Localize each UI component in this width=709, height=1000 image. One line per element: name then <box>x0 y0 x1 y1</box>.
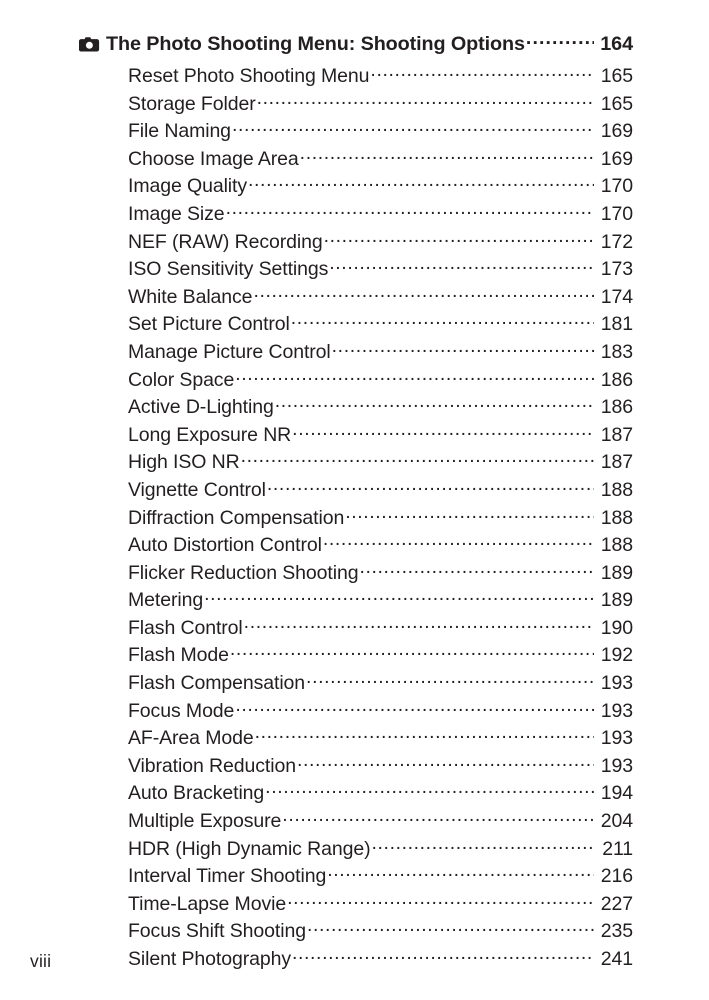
toc-entry-label: Multiple Exposure <box>128 810 282 833</box>
toc-entry-label: Time-Lapse Movie <box>128 892 287 915</box>
toc-entry-page: 172 <box>600 230 633 253</box>
toc-entry-label: Reset Photo Shooting Menu <box>128 65 370 87</box>
toc-entry[interactable] <box>128 782 633 810</box>
toc-entry-page: 204 <box>600 810 633 833</box>
toc-entry-page: 187 <box>600 423 633 446</box>
toc-entry[interactable] <box>128 203 633 231</box>
toc-chapter-label <box>79 33 525 56</box>
dot-leader <box>232 121 594 137</box>
toc-entry-page: 187 <box>600 451 633 474</box>
toc-entry[interactable] <box>128 727 633 755</box>
toc-entry-label: Flicker Reduction Shooting <box>128 561 359 584</box>
dot-leader <box>204 590 594 606</box>
dot-leader <box>372 839 594 855</box>
toc-entry[interactable] <box>128 865 633 893</box>
toc-entry[interactable] <box>128 810 633 838</box>
dot-leader <box>248 176 594 192</box>
toc-entry-label: High ISO NR <box>128 451 240 474</box>
toc-entry[interactable] <box>128 175 633 203</box>
toc-entry-label: Flash Mode <box>128 644 229 667</box>
toc-entry-label: Color Space <box>128 368 235 391</box>
dot-leader <box>226 204 594 220</box>
dot-leader <box>235 370 594 386</box>
toc-entry-label: Active D-Lighting <box>128 396 274 419</box>
dot-leader <box>327 866 594 882</box>
toc-entry[interactable] <box>128 341 633 369</box>
toc-entry[interactable] <box>128 479 633 507</box>
dot-leader <box>526 34 594 50</box>
dot-leader <box>282 811 594 827</box>
toc-entry-page: 216 <box>600 865 633 888</box>
toc-chapter-title: The Photo Shooting Menu: Shooting Options <box>106 33 525 55</box>
toc-entry[interactable] <box>128 700 633 728</box>
toc-entry-page: 189 <box>600 589 633 612</box>
toc-entry[interactable] <box>128 396 633 424</box>
toc-entry-label: NEF (RAW) Recording <box>128 230 323 253</box>
dot-leader <box>255 728 594 744</box>
dot-leader <box>287 894 594 910</box>
dot-leader <box>329 259 594 275</box>
toc-entry[interactable] <box>128 369 633 397</box>
toc-entry-label: White Balance <box>128 285 253 308</box>
toc-entry-label: Silent Photography <box>128 948 291 970</box>
toc-entry[interactable] <box>128 286 633 314</box>
toc-entry-page: 241 <box>600 948 633 970</box>
toc-entry-page: 188 <box>600 506 633 529</box>
toc-entry[interactable] <box>128 893 633 921</box>
toc-entry[interactable] <box>128 424 633 452</box>
toc-entry-page: 165 <box>600 92 633 115</box>
toc-entry-page: 193 <box>600 699 633 722</box>
dot-leader <box>297 756 594 772</box>
toc-entry[interactable] <box>128 534 633 562</box>
toc-entry-label: ISO Sensitivity Settings <box>128 258 329 281</box>
toc-entry[interactable] <box>128 93 633 121</box>
dot-leader <box>300 149 594 165</box>
toc-entry-list <box>128 65 633 976</box>
dot-leader <box>244 618 594 634</box>
toc-entry[interactable] <box>128 672 633 700</box>
toc-entry-page: 235 <box>600 920 633 943</box>
dot-leader <box>241 452 594 468</box>
toc-entry[interactable] <box>128 231 633 259</box>
toc-entry-label: Long Exposure NR <box>128 423 292 446</box>
toc-entry-page: 170 <box>600 175 633 198</box>
toc-entry-page: 193 <box>600 672 633 695</box>
toc-entry-label: Metering <box>128 589 204 612</box>
toc-entry-label: Auto Distortion Control <box>128 534 322 557</box>
toc-entry-page: 186 <box>600 368 633 391</box>
toc-entry-label: AF-Area Mode <box>128 727 254 750</box>
toc-entry-page: 194 <box>600 782 633 805</box>
dot-leader <box>253 287 594 303</box>
dot-leader <box>370 66 594 82</box>
toc-entry-label: Set Picture Control <box>128 313 290 336</box>
toc-entry-label: Diffraction Compensation <box>128 506 345 529</box>
dot-leader <box>291 314 594 330</box>
toc-entry-label: Flash Control <box>128 616 243 639</box>
toc-entry[interactable] <box>128 507 633 535</box>
dot-leader <box>323 535 594 551</box>
toc-entry[interactable] <box>128 562 633 590</box>
toc-entry-page: 211 <box>602 837 633 860</box>
dot-leader <box>359 563 594 579</box>
toc-entry-label: Interval Timer Shooting <box>128 865 327 888</box>
dot-leader <box>307 921 594 937</box>
toc-entry-page: 165 <box>600 65 633 87</box>
dot-leader <box>267 480 594 496</box>
toc-entry-page: 192 <box>600 644 633 667</box>
dot-leader <box>306 673 594 689</box>
toc-entry[interactable] <box>128 755 633 783</box>
toc-entry-page: 169 <box>600 147 633 170</box>
toc-entry-page: 170 <box>600 202 633 225</box>
toc-entry-page: 188 <box>600 534 633 557</box>
toc-entry[interactable] <box>128 313 633 341</box>
toc-entry[interactable] <box>128 948 633 976</box>
toc-entry-page: 186 <box>600 396 633 419</box>
dot-leader <box>324 232 594 248</box>
toc-entry-label: Flash Compensation <box>128 672 306 695</box>
dot-leader <box>332 342 594 358</box>
dot-leader <box>292 949 594 965</box>
toc-entry[interactable] <box>128 148 633 176</box>
toc-entry-label: HDR (High Dynamic Range) <box>128 837 371 860</box>
toc-entry[interactable] <box>128 617 633 645</box>
toc-entry[interactable] <box>128 65 633 93</box>
toc-entry[interactable] <box>128 838 633 866</box>
toc-chapter-page: 164 <box>600 33 633 55</box>
toc-entry-label: Choose Image Area <box>128 147 299 170</box>
toc-entry-label: Storage Folder <box>128 92 256 115</box>
dot-leader <box>235 701 594 717</box>
toc-entry-page: 169 <box>600 120 633 143</box>
toc-entry-page: 193 <box>600 727 633 750</box>
dot-leader <box>345 508 594 524</box>
toc-entry[interactable] <box>128 258 633 286</box>
toc-entry[interactable] <box>128 120 633 148</box>
toc-entry-page: 189 <box>600 561 633 584</box>
toc-entry-label: File Naming <box>128 120 231 143</box>
toc-entry-label: Image Quality <box>128 175 248 198</box>
toc-entry[interactable] <box>128 920 633 948</box>
toc-entry-page: 174 <box>600 285 633 308</box>
toc-entry-page: 190 <box>600 616 633 639</box>
toc-list <box>79 33 633 976</box>
toc-entry-label: Image Size <box>128 202 225 225</box>
toc-entry-page: 193 <box>600 754 633 777</box>
camera-icon <box>79 35 100 51</box>
dot-leader <box>230 645 594 661</box>
toc-entry-page: 181 <box>600 313 633 336</box>
dot-leader <box>292 425 594 441</box>
toc-entry[interactable] <box>128 451 633 479</box>
toc-entry[interactable] <box>128 644 633 672</box>
page-number-footer: viii <box>30 951 52 971</box>
toc-entry-label: Focus Shift Shooting <box>128 920 306 943</box>
dot-leader <box>275 397 594 413</box>
toc-entry-label: Vignette Control <box>128 478 266 501</box>
dot-leader <box>257 94 594 110</box>
toc-entry-label: Manage Picture Control <box>128 340 331 363</box>
toc-entry-page: 183 <box>600 340 633 363</box>
dot-leader <box>265 783 594 799</box>
toc-entry-page: 173 <box>600 258 633 281</box>
toc-entry-page: 227 <box>600 892 633 915</box>
toc-entry-label: Vibration Reduction <box>128 754 296 777</box>
toc-entry-label: Focus Mode <box>128 699 235 722</box>
toc-chapter-heading[interactable] <box>79 33 633 63</box>
toc-entry-page: 188 <box>600 478 633 501</box>
toc-entry-label: Auto Bracketing <box>128 782 265 805</box>
toc-entry[interactable] <box>128 589 633 617</box>
